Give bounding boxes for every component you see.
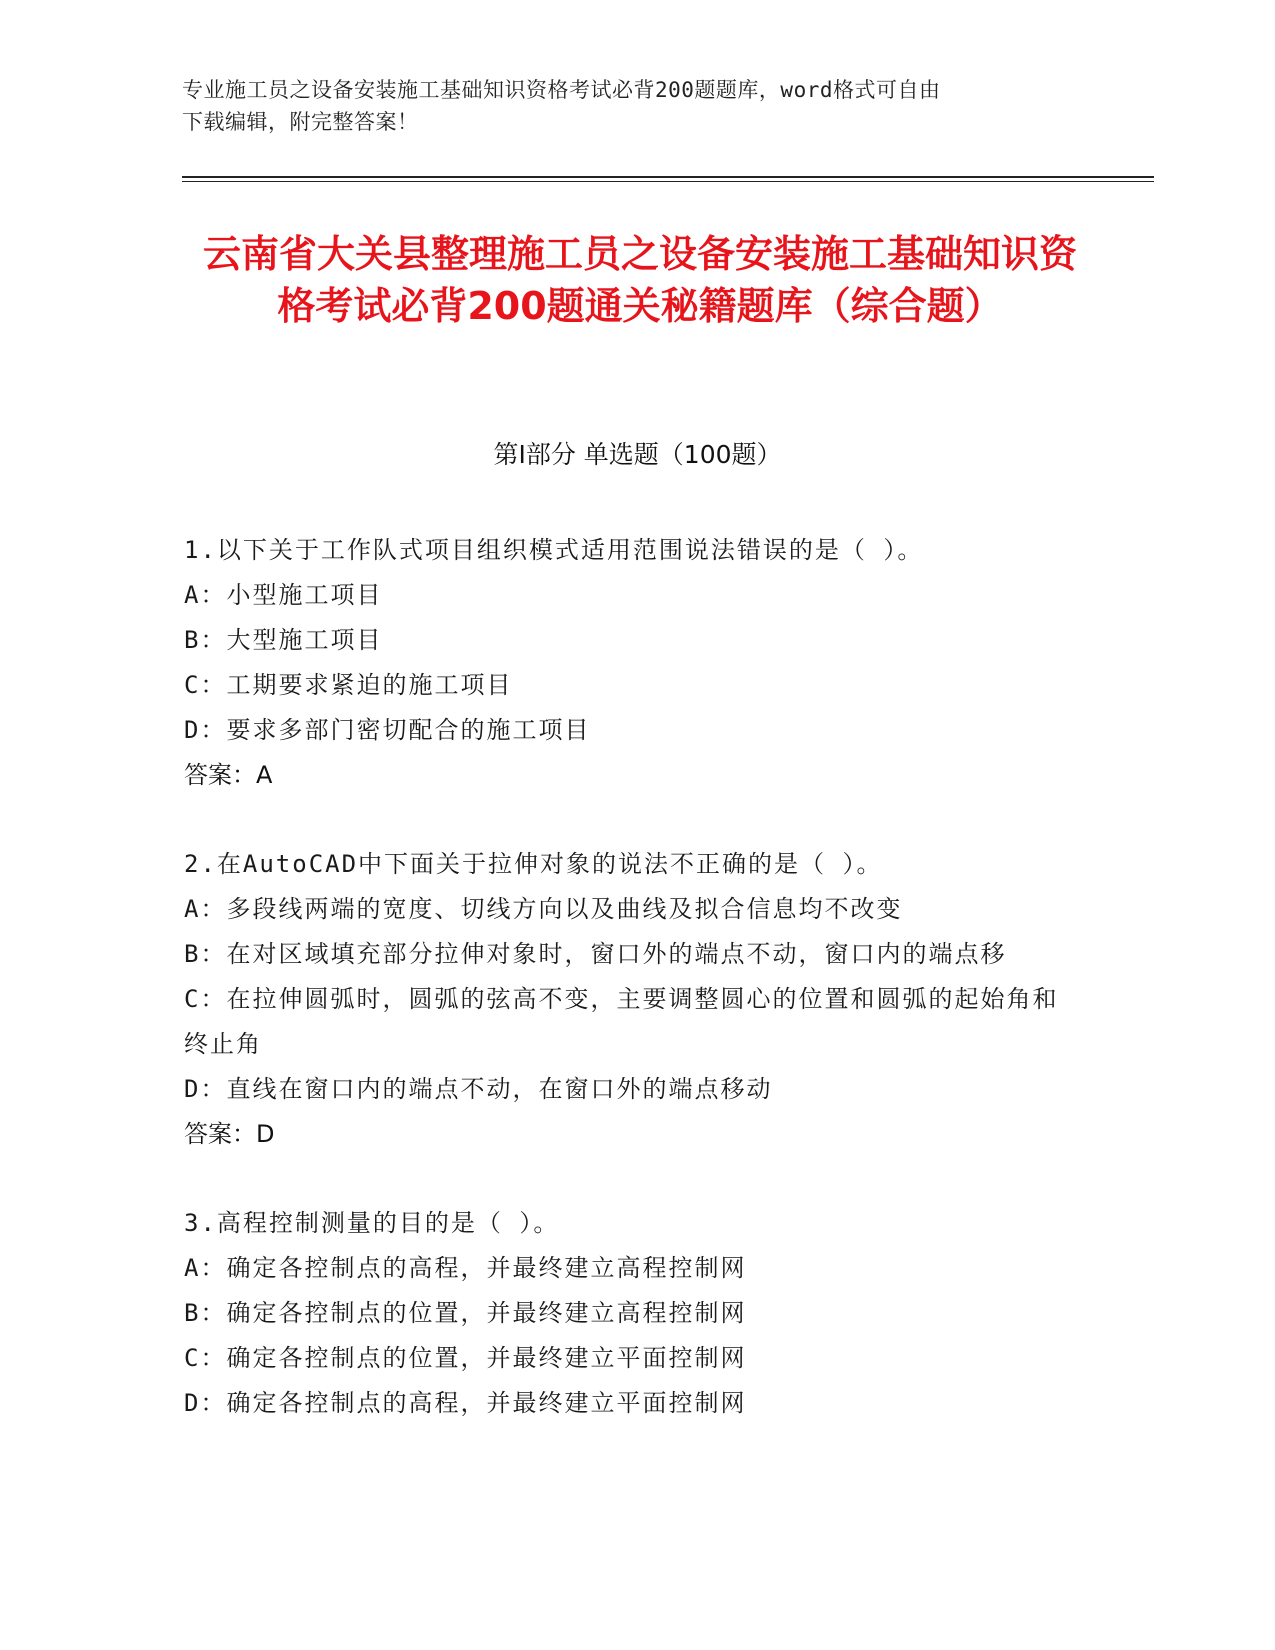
option-a: A：多段线两端的宽度、切线方向以及曲线及拟合信息均不改变 xyxy=(184,895,903,923)
option-c: C：在拉伸圆弧时，圆弧的弦高不变，主要调整圆心的位置和圆弧的起始角和终止角 xyxy=(184,985,1059,1058)
question-list xyxy=(184,528,1084,1470)
question-stem: 1.以下关于工作队式项目组织模式适用范围说法错误的是（ ）。 xyxy=(184,536,924,564)
header-divider-thin xyxy=(182,181,1154,182)
option-b: B：确定各控制点的位置，并最终建立高程控制网 xyxy=(184,1299,747,1327)
question-stem: 3.高程控制测量的目的是（ ）。 xyxy=(184,1209,560,1237)
option-a: A：小型施工项目 xyxy=(184,581,383,609)
answer: 答案：D xyxy=(184,1120,275,1148)
question-1 xyxy=(184,528,1084,798)
header-note-line-1: 专业施工员之设备安装施工基础知识资格考试必背200题题库，word格式可自由 xyxy=(182,78,941,102)
option-c: C：工期要求紧迫的施工项目 xyxy=(184,671,513,699)
header-divider-thick xyxy=(182,176,1154,178)
header-note xyxy=(182,74,1062,138)
answer: 答案：A xyxy=(184,761,273,789)
question-3 xyxy=(184,1201,1084,1426)
option-d: D：直线在窗口内的端点不动，在窗口外的端点移动 xyxy=(184,1075,773,1103)
option-d: D：要求多部门密切配合的施工项目 xyxy=(184,716,591,744)
question-stem: 2.在AutoCAD中下面关于拉伸对象的说法不正确的是（ ）。 xyxy=(184,850,883,878)
option-b: B：在对区域填充部分拉伸对象时，窗口外的端点不动，窗口内的端点移 xyxy=(184,940,1007,968)
option-d: D：确定各控制点的高程，并最终建立平面控制网 xyxy=(184,1389,747,1417)
option-b: B：大型施工项目 xyxy=(184,626,383,654)
option-c: C：确定各控制点的位置，并最终建立平面控制网 xyxy=(184,1344,747,1372)
question-2 xyxy=(184,842,1084,1157)
option-a: A：确定各控制点的高程，并最终建立高程控制网 xyxy=(184,1254,747,1282)
document-title: 云南省大关县整理施工员之设备安装施工基础知识资格考试必背200题通关秘籍题库（综合题） xyxy=(202,232,1077,328)
section-title: 第I部分 单选题（100题） xyxy=(493,440,782,469)
header-note-line-2: 下载编辑，附完整答案！ xyxy=(182,110,419,134)
